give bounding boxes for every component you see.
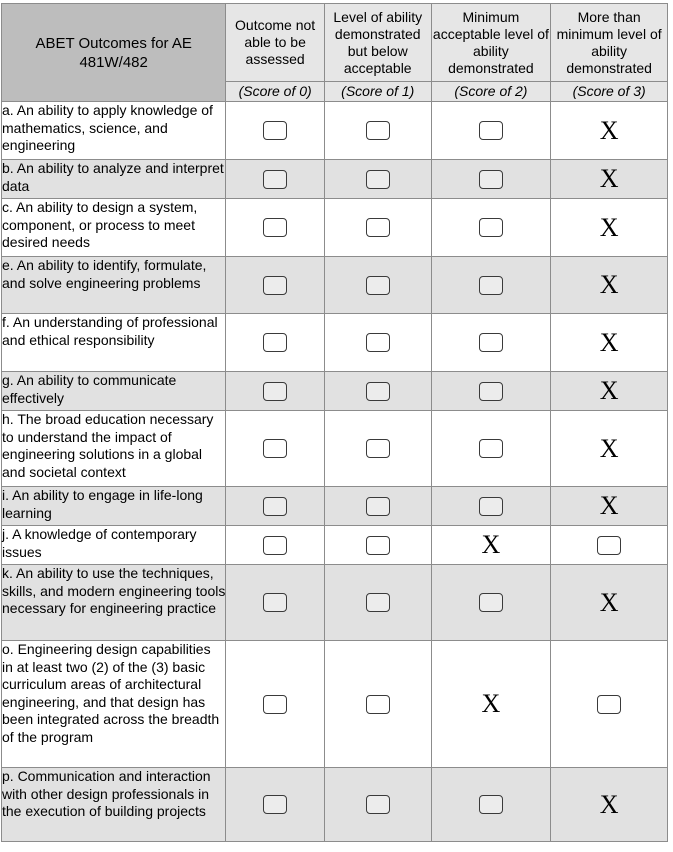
score-cell-2 bbox=[431, 160, 551, 199]
checkbox-checked[interactable]: X bbox=[599, 115, 619, 145]
score-cell-2 bbox=[431, 768, 551, 842]
table-row bbox=[2, 160, 668, 199]
checkbox-unchecked[interactable] bbox=[366, 593, 390, 612]
checkbox-unchecked[interactable] bbox=[479, 497, 503, 516]
checkbox-unchecked[interactable] bbox=[479, 170, 503, 189]
score-cell-0 bbox=[226, 160, 325, 199]
outcome-label: i. An ability to engage in life-long learning bbox=[2, 487, 226, 526]
column-header-minimum-acceptable: Minimum acceptable level of ability demonstrated bbox=[431, 4, 551, 82]
checkbox-unchecked[interactable] bbox=[263, 121, 287, 140]
score-cell-3 bbox=[551, 526, 668, 565]
score-cell-0 bbox=[226, 526, 325, 565]
checkbox-checked[interactable]: X bbox=[599, 376, 619, 405]
score-cell-3 bbox=[551, 641, 668, 768]
score-cell-1 bbox=[324, 199, 431, 257]
outcome-label: f. An understanding of professional and ethical responsibility bbox=[2, 314, 226, 372]
checkbox-checked[interactable]: X bbox=[599, 212, 619, 242]
score-cell-0 bbox=[226, 257, 325, 314]
checkbox-unchecked[interactable] bbox=[597, 536, 621, 555]
checkbox-unchecked[interactable] bbox=[366, 121, 390, 140]
checkbox-unchecked[interactable] bbox=[366, 536, 390, 555]
score-cell-1 bbox=[324, 372, 431, 411]
outcome-label: o. Engineering design capabilities in at least two (2) of the (3) basic curriculum areas of architectural engineering, and that design has been integrated across the breadth of the program bbox=[2, 641, 226, 768]
checkbox-unchecked[interactable] bbox=[263, 497, 287, 516]
score-cell-1 bbox=[324, 411, 431, 487]
outcome-label: e. An ability to identify, formulate, and solve engineering problems bbox=[2, 257, 226, 314]
column-header-below-acceptable: Level of ability demonstrated but below acceptable bbox=[324, 4, 431, 82]
score-label-0: (Score of 0) bbox=[226, 82, 325, 102]
score-cell-2 bbox=[431, 314, 551, 372]
checkbox-checked[interactable]: X bbox=[481, 689, 501, 718]
checkbox-checked[interactable]: X bbox=[481, 530, 501, 559]
score-cell-3 bbox=[551, 411, 668, 487]
checkbox-unchecked[interactable] bbox=[263, 795, 287, 814]
score-cell-2 bbox=[431, 372, 551, 411]
score-cell-0 bbox=[226, 372, 325, 411]
score-cell-0 bbox=[226, 411, 325, 487]
checkbox-unchecked[interactable] bbox=[263, 382, 287, 401]
outcome-label: g. An ability to communicate effectively bbox=[2, 372, 226, 411]
score-label-2: (Score of 2) bbox=[431, 82, 551, 102]
score-cell-1 bbox=[324, 565, 431, 641]
checkbox-unchecked[interactable] bbox=[479, 333, 503, 352]
score-cell-1 bbox=[324, 768, 431, 842]
outcome-label: b. An ability to analyze and interpret data bbox=[2, 160, 226, 199]
outcome-label: k. An ability to use the techniques, skills, and modern engineering tools necessary for engineering practice bbox=[2, 565, 226, 641]
checkbox-unchecked[interactable] bbox=[366, 795, 390, 814]
score-cell-2 bbox=[431, 526, 551, 565]
score-cell-3 bbox=[551, 487, 668, 526]
checkbox-unchecked[interactable] bbox=[263, 695, 287, 714]
checkbox-checked[interactable]: X bbox=[599, 270, 619, 299]
checkbox-checked[interactable]: X bbox=[599, 164, 619, 193]
table-row bbox=[2, 257, 668, 314]
score-cell-3 bbox=[551, 314, 668, 372]
checkbox-unchecked[interactable] bbox=[366, 497, 390, 516]
score-cell-2 bbox=[431, 487, 551, 526]
score-cell-0 bbox=[226, 565, 325, 641]
score-cell-3 bbox=[551, 160, 668, 199]
score-cell-1 bbox=[324, 257, 431, 314]
score-cell-0 bbox=[226, 768, 325, 842]
checkbox-unchecked[interactable] bbox=[479, 593, 503, 612]
table-row bbox=[2, 411, 668, 487]
score-cell-2 bbox=[431, 199, 551, 257]
outcome-label: h. The broad education necessary to understand the impact of engineering solutions in a global and societal context bbox=[2, 411, 226, 487]
checkbox-unchecked[interactable] bbox=[597, 695, 621, 714]
table-row bbox=[2, 768, 668, 842]
checkbox-unchecked[interactable] bbox=[479, 439, 503, 458]
score-cell-0 bbox=[226, 199, 325, 257]
table-row bbox=[2, 372, 668, 411]
checkbox-unchecked[interactable] bbox=[263, 333, 287, 352]
score-cell-1 bbox=[324, 102, 431, 160]
table-row bbox=[2, 487, 668, 526]
score-label-1: (Score of 1) bbox=[324, 82, 431, 102]
checkbox-unchecked[interactable] bbox=[263, 536, 287, 555]
score-cell-3 bbox=[551, 768, 668, 842]
checkbox-unchecked[interactable] bbox=[263, 439, 287, 458]
outcome-rows bbox=[2, 102, 668, 842]
abet-assessment-table bbox=[1, 3, 668, 842]
table-row bbox=[2, 565, 668, 641]
score-cell-1 bbox=[324, 487, 431, 526]
checkbox-unchecked[interactable] bbox=[479, 276, 503, 295]
score-cell-1 bbox=[324, 641, 431, 768]
table-row bbox=[2, 314, 668, 372]
score-cell-1 bbox=[324, 526, 431, 565]
outcome-label: p. Communication and interaction with other design professionals in the execution of building projects bbox=[2, 768, 226, 842]
score-cell-2 bbox=[431, 257, 551, 314]
score-cell-3 bbox=[551, 102, 668, 160]
outcome-label: j. A knowledge of contemporary issues bbox=[2, 526, 226, 565]
column-header-not-assessed: Outcome not able to be assessed bbox=[226, 4, 325, 82]
checkbox-unchecked[interactable] bbox=[479, 218, 503, 237]
checkbox-unchecked[interactable] bbox=[366, 170, 390, 189]
table-row bbox=[2, 641, 668, 768]
score-cell-3 bbox=[551, 372, 668, 411]
checkbox-unchecked[interactable] bbox=[366, 439, 390, 458]
checkbox-checked[interactable]: X bbox=[599, 491, 619, 520]
outcome-label: c. An ability to design a system, component, or process to meet desired needs bbox=[2, 199, 226, 257]
score-label-3: (Score of 3) bbox=[551, 82, 668, 102]
checkbox-unchecked[interactable] bbox=[366, 218, 390, 237]
score-cell-0 bbox=[226, 641, 325, 768]
checkbox-unchecked[interactable] bbox=[366, 695, 390, 714]
score-cell-3 bbox=[551, 199, 668, 257]
checkbox-unchecked[interactable] bbox=[263, 170, 287, 189]
score-cell-0 bbox=[226, 314, 325, 372]
table-title: ABET Outcomes for AE 481W/482 bbox=[2, 4, 226, 102]
checkbox-checked[interactable]: X bbox=[599, 587, 619, 617]
checkbox-unchecked[interactable] bbox=[366, 333, 390, 352]
column-header-above-minimum: More than minimum level of ability demonstrated bbox=[551, 4, 668, 82]
checkbox-unchecked[interactable] bbox=[263, 593, 287, 612]
checkbox-checked[interactable]: X bbox=[599, 789, 619, 819]
table-row bbox=[2, 526, 668, 565]
score-cell-1 bbox=[324, 160, 431, 199]
outcome-label: a. An ability to apply knowledge of mathematics, science, and engineering bbox=[2, 102, 226, 160]
checkbox-unchecked[interactable] bbox=[479, 795, 503, 814]
checkbox-unchecked[interactable] bbox=[263, 276, 287, 295]
score-cell-2 bbox=[431, 565, 551, 641]
score-cell-2 bbox=[431, 641, 551, 768]
score-cell-3 bbox=[551, 565, 668, 641]
table-row bbox=[2, 199, 668, 257]
score-cell-2 bbox=[431, 411, 551, 487]
score-cell-2 bbox=[431, 102, 551, 160]
checkbox-unchecked[interactable] bbox=[479, 121, 503, 140]
score-cell-0 bbox=[226, 102, 325, 160]
score-cell-3 bbox=[551, 257, 668, 314]
checkbox-checked[interactable]: X bbox=[599, 433, 619, 463]
checkbox-checked[interactable]: X bbox=[599, 327, 619, 357]
score-cell-1 bbox=[324, 314, 431, 372]
checkbox-unchecked[interactable] bbox=[366, 382, 390, 401]
table-row bbox=[2, 102, 668, 160]
score-cell-0 bbox=[226, 487, 325, 526]
checkbox-unchecked[interactable] bbox=[479, 382, 503, 401]
checkbox-unchecked[interactable] bbox=[366, 276, 390, 295]
checkbox-unchecked[interactable] bbox=[263, 218, 287, 237]
